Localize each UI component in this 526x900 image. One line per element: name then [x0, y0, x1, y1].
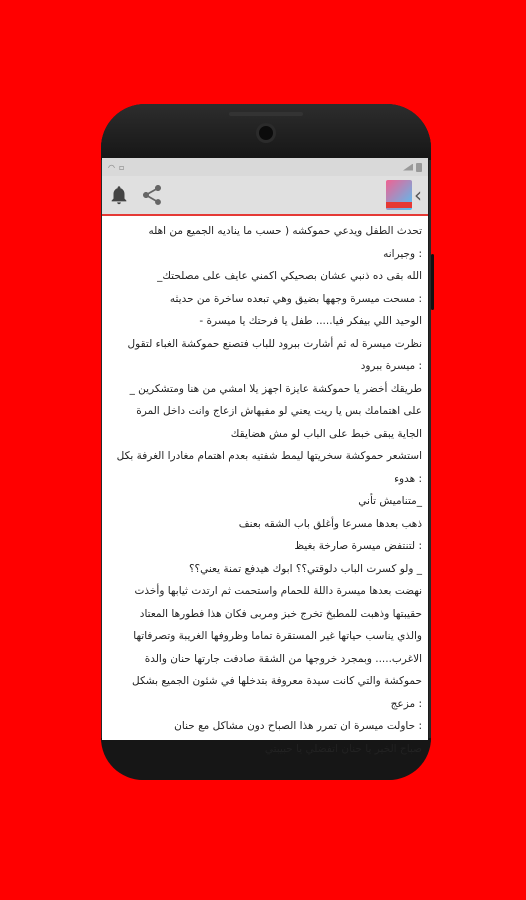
signal-icon: [403, 164, 413, 171]
story-line: طريقك أخضر يا حموكشة عايزة اجهز يلا امشي من هنا ومتشكرين _: [129, 382, 422, 395]
bell-icon[interactable]: [108, 184, 130, 206]
app-thumbnail[interactable]: [386, 180, 412, 210]
story-line: : هدوء: [394, 472, 422, 485]
story-line: : لتنتفض ميسرة صارخة بغيظ: [294, 540, 422, 552]
story-line: على اهتمامك بس يا ريت يعني لو مفيهاش ازعاج وانت داخل المرة: [136, 405, 422, 417]
status-left: [108, 163, 124, 172]
story-line: نهضت بعدها ميسرة داللة للحمام واستحمت ثم ارتدت ثيابها وأخذت: [134, 585, 422, 597]
story-line: تحدث الطفل ويدعي حموكشه ( حسب ما يناديه الجميع من اهله: [148, 225, 422, 237]
story-line: _ ولو كسرت الباب دلوقتي؟؟ ابوك هيدفع تمنة يعني؟؟: [188, 562, 422, 575]
story-line: الله بقى ده ذنبي عشان بصحيكي اكمني عايف على مصلحتك_: [157, 270, 422, 282]
story-line: الاغرب..... وبمجرد خروجها من الشقة صادفت جارتها حنان والدة: [144, 652, 422, 665]
chevron-left-icon[interactable]: ‹: [414, 183, 422, 207]
share-icon[interactable]: [140, 183, 164, 207]
status-right: [403, 163, 422, 172]
story-line: ذهب بعدها مسرعا وأغلق باب الشقه بعنف: [238, 517, 422, 530]
story-line: حقيبتها وذهبت للمطبخ تخرج خبز ومربى فكان هذا فطورها المعتاد: [139, 607, 422, 620]
notification-icon: ▫: [118, 162, 125, 172]
toolbar-actions: [108, 183, 164, 207]
battery-icon: [416, 163, 422, 172]
story-line: نظرت ميسرة له ثم أشارت ببرود للباب فتصنع حموكشة الغباء لتقول: [127, 337, 422, 350]
speaker-grille: [229, 112, 303, 116]
front-camera: [259, 126, 273, 140]
phone-screen: [102, 158, 428, 755]
story-line: صباح الخير يا حنان اتفضلي يا حبيبتي: [264, 742, 422, 755]
story-line: _متناميش تأني: [358, 495, 422, 507]
toolbar-right: [386, 180, 422, 210]
story-line: الجاية يبقى خبط على الباب لو مش هضايقك: [230, 427, 422, 440]
status-bar: [102, 158, 428, 176]
story-line: : حاولت ميسرة ان تمرر هذا الصباح دون مشاكل مع حنان: [174, 720, 422, 732]
thumbnail-banner: [386, 202, 412, 208]
story-line: : وجيرانه: [383, 247, 422, 260]
wifi-icon: ◠: [108, 162, 115, 172]
story-line: : ميسرة ببرود: [360, 360, 422, 372]
story-text: [102, 216, 428, 760]
phone-top-bezel: [101, 104, 431, 160]
story-line: استشعر حموكشة سخريتها ليمط شفتيه بعدم اهتمام مغادرا الغرفة بكل: [116, 450, 422, 462]
side-button: [431, 254, 434, 310]
story-line: : مسحت ميسرة وجهها بضيق وهي تبعده ساخرة من حديثه: [169, 292, 422, 305]
story-line: : مزعج: [390, 697, 422, 710]
story-line: الوحيد اللي بيفكر فيا..... طفل يا فرحتك يا ميسرة -: [199, 315, 422, 327]
story-line: حموكشة والتي كانت سيدة معروفة بتدخلها في شئون الجميع بشكل: [132, 675, 422, 687]
story-line: والذي يناسب حياتها غير المستقرة تماما وظروفها الغريبة وتصرفاتها: [133, 630, 422, 642]
app-toolbar: [102, 176, 428, 216]
